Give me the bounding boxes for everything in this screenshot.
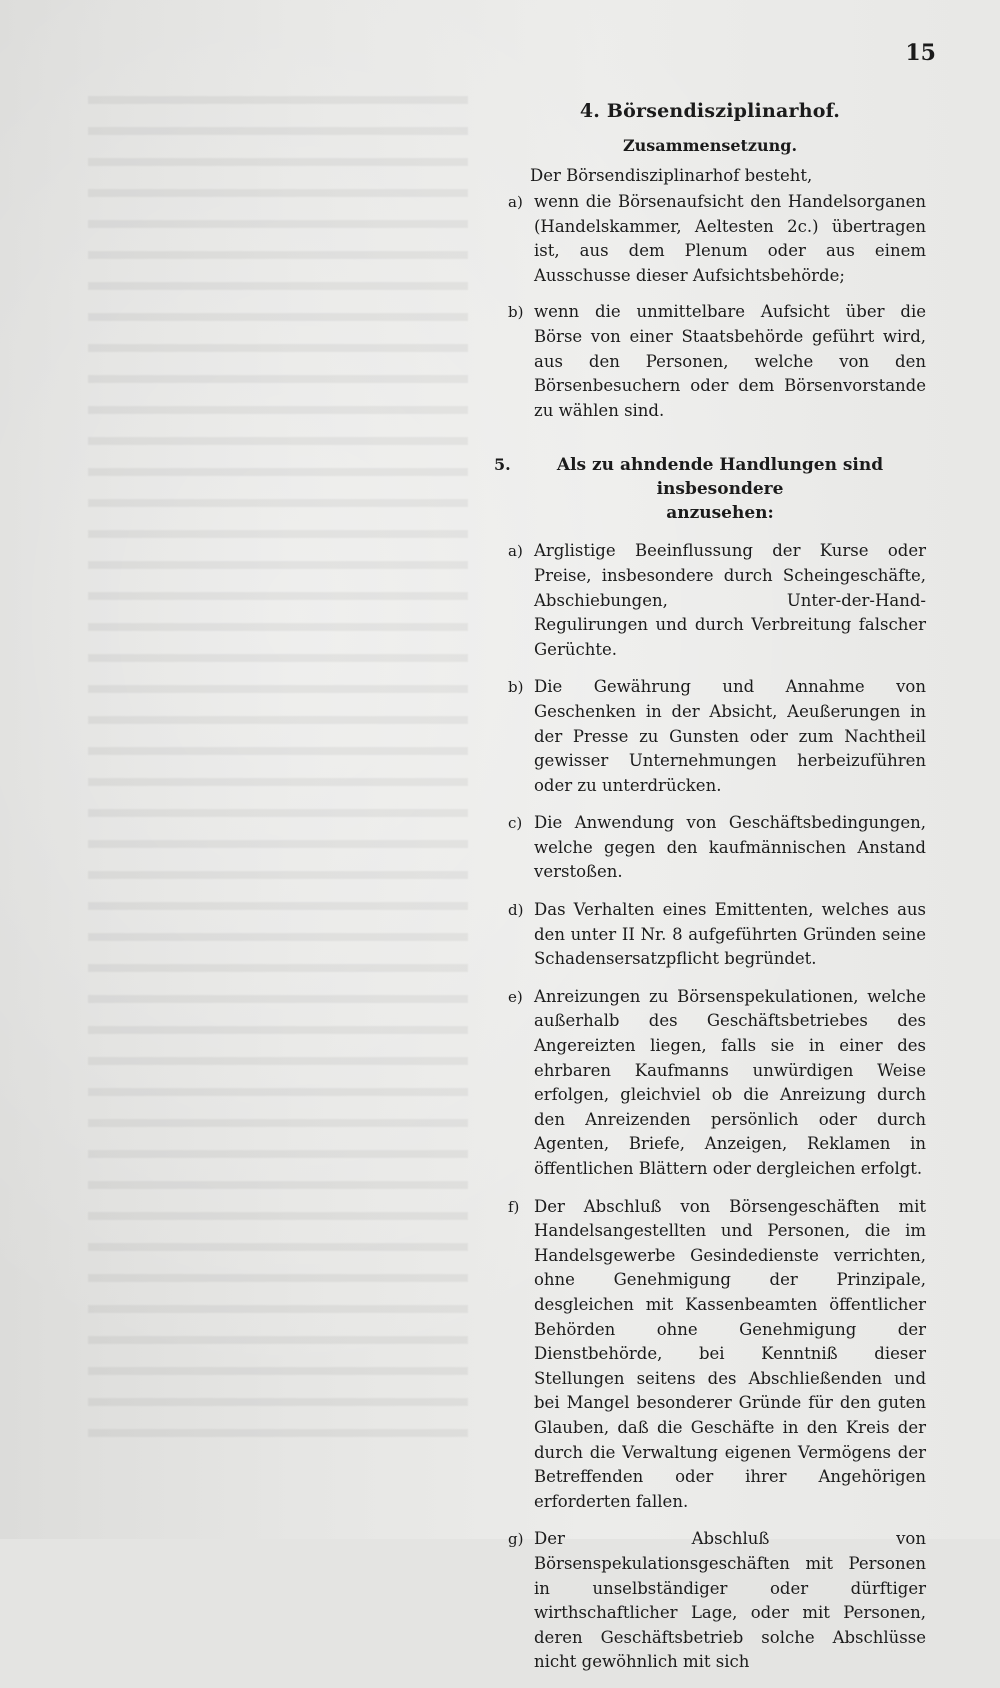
bleed-through-column (88, 80, 468, 1460)
item-marker: f) (508, 1197, 520, 1216)
list-item (494, 1527, 926, 1675)
item-marker: b) (508, 303, 524, 322)
item-marker: a) (508, 193, 523, 211)
section-5-title-line-1: Als zu ahndende Handlungen sind insbesondere (556, 455, 884, 500)
item-text: Anreizungen zu Börsenspekulationen, welche außerhalb des Geschäftsbetriebes des Angereizten liegen, falls sie in einer des ehrbaren Kaufmanns unwürdigen Weise erfolgen, gleichviel ob die Anreizung durch den Anreizenden persönlich oder durch Agenten, Briefe, Anzeigen, Reklamen in öffentlichen Blättern oder dergleichen erfolgt. (534, 986, 926, 1178)
item-marker: a) (508, 542, 523, 561)
text-column (494, 100, 926, 1688)
list-item (494, 898, 926, 972)
item-text: wenn die Börsenaufsicht den Handelsorganen (Handelskammer, Aeltesten 2c.) übertragen ist, aus dem Plenum oder aus einem Ausschusse dieser Aufsichtsbehörde; (534, 192, 926, 285)
item-marker: g) (508, 1530, 524, 1549)
section-5-title-line-2: anzusehen: (666, 503, 774, 524)
item-text: Arglistige Beeinflussung der Kurse oder Preise, insbesondere durch Scheingeschäfte, Abschiebungen, Unter-der-Hand-Regulirungen und durch Verbreitung falscher Gerüchte. (534, 541, 926, 659)
section-4-list (494, 190, 926, 423)
item-text: wenn die unmittelbare Aufsicht über die Börse von einer Staatsbehörde geführt wird, aus den Personen, welche von den Börsenbesuchern oder dem Börsenvorstande zu wählen sind. (534, 302, 926, 420)
item-marker: e) (508, 987, 523, 1006)
page-number: 15 (905, 40, 936, 66)
item-text: Der Abschluß von Börsenspekulationsgeschäften mit Personen in unselbständiger oder dürftiger wirthschaftlicher Lage, oder mit Personen, deren Geschäftsbetrieb solche Abschlüsse nicht gewöhnlich mit sich (534, 1529, 926, 1672)
item-marker: c) (508, 814, 523, 833)
section-4-title: 4. Börsendisziplinarhof. (579, 100, 841, 122)
item-text: Die Gewährung und Annahme von Geschenken in der Absicht, Aeußerungen in der Presse zu Gunsten oder zum Nachtheil gewisser Unternehmungen herbeizuführen oder zu unterdrücken. (534, 677, 926, 795)
section-4-subtitle: Zusammensetzung. (622, 136, 798, 155)
list-item (494, 300, 926, 423)
list-item (494, 539, 926, 662)
list-item (494, 675, 926, 798)
section-4-intro: Der Börsendisziplinarhof besteht, (530, 166, 813, 185)
item-text: Die Anwendung von Geschäftsbedingungen, welche gegen den kaufmännischen Anstand verstoßen. (534, 813, 926, 882)
list-item (494, 985, 926, 1182)
item-marker: d) (508, 901, 524, 920)
item-marker: b) (508, 678, 524, 697)
section-5-list (494, 539, 926, 1675)
section-5-title (494, 453, 926, 525)
item-text: Das Verhalten eines Emittenten, welches aus den unter II Nr. 8 aufgeführten Gründen seine Schadensersatzpflicht begründet. (534, 900, 926, 969)
list-item (494, 811, 926, 885)
list-item (494, 190, 926, 288)
section-5-number: 5. (494, 455, 511, 475)
item-text: Der Abschluß von Börsengeschäften mit Handelsangestellten und Personen, die im Handelsgewerbe Gesindedienste verrichten, ohne Genehmigung der Prinzipale, desgleichen mit Kassenbeamten öffentlicher Behörden ohne Genehmigung der Dienstbehörde, bei Kenntniß dieser Stellungen seitens des Abschließenden und bei Mangel besonderer Gründe für den guten Glauben, daß die Geschäfte in den Kreis der durch die Verwaltung eigenen Vermögens der Betreffenden oder ihrer Angehörigen erforderten fallen. (534, 1196, 926, 1511)
list-item (494, 1195, 926, 1515)
